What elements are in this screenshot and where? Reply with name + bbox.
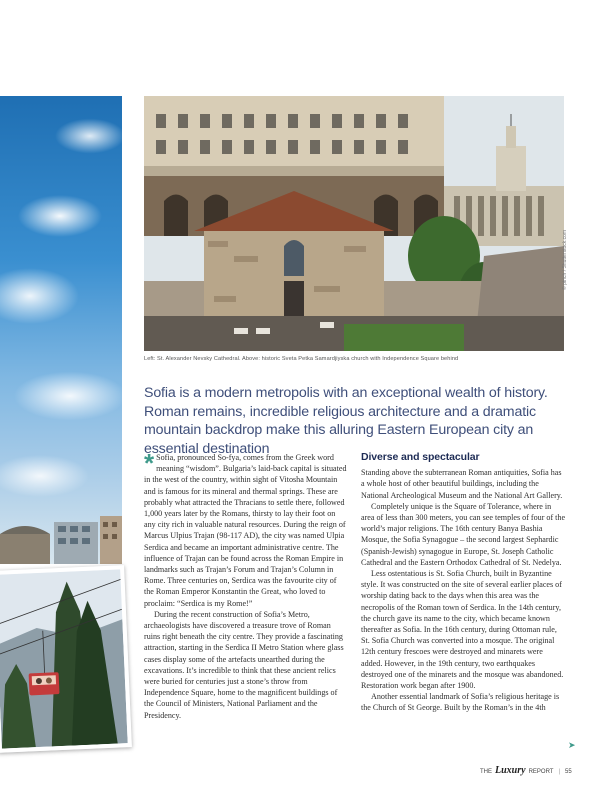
section-subheading: Diverse and spectacular bbox=[361, 451, 480, 463]
article-column-right bbox=[361, 452, 566, 714]
asterisk-drop-mark: * bbox=[144, 448, 155, 478]
main-photo bbox=[144, 96, 564, 351]
photo-credit: © ptrich / Shutterstock.com bbox=[562, 229, 568, 290]
article-column-left bbox=[144, 448, 348, 721]
footer-separator: | bbox=[558, 769, 561, 775]
footer-the: THE bbox=[480, 769, 492, 775]
photo-caption: Left: St. Alexander Nevsky Cathedral. Above: historic Sveta Petka Samardjiyska church with Independence Square behind bbox=[144, 356, 459, 362]
footer-report: REPORT bbox=[528, 769, 554, 775]
cable-car-illustration bbox=[0, 569, 128, 748]
cityscape-illustration bbox=[0, 512, 122, 564]
church-square-illustration bbox=[144, 96, 564, 351]
page-footer bbox=[480, 765, 572, 776]
body-paragraph: Standing above the subterranean Roman antiquities, Sofia has a whole host of other beautiful buildings, including the National Archeological Museum and the National Art Gallery. bbox=[361, 468, 563, 500]
body-paragraph: During the recent construction of Sofia’s Metro, archaeologists have discovered a treasure trove of Roman ruins right beneath the city centre. They provide a fascinating attraction, starting in the Serdica II Metro Station where glass cases display some of the artefacts unearthed during the excavations. It’s incredible to think that these ancient relics were buried for centuries just a stone’s throw from Independence Square, home to the magnificent buildings of the Council of Ministers, National Parliament and the Presidency. bbox=[144, 609, 344, 720]
footer-brand: Luxury bbox=[495, 765, 526, 776]
page-number: 55 bbox=[565, 769, 572, 775]
body-paragraph: Completely unique is the Square of Tolerance, where in area of less than 300 meters, you can see temples of four of the world’s major religions. The 16th century Banya Bashia Mosque, the Sofia Synagogue – the second largest Sephardic (Spanish-Jewish) synagogue in Europe, St. Joseph Catholic Cathedral and the Eastern Orthodox Cathedral of St. Nedelya. bbox=[361, 501, 566, 567]
lede-paragraph: Sofia is a modern metropolis with an exceptional wealth of history. Roman remains, incredible religious architecture and a dramatic mountain backdrop make this alluring Eastern European city an essential destination bbox=[144, 385, 548, 457]
cable-car-photo bbox=[0, 565, 132, 753]
sky-photo bbox=[0, 96, 122, 564]
body-paragraph: Sofia, pronounced So-fya, comes from the Greek word meaning “wisdom”. Bulgaria’s laid-back capital is situated in the west of the country, within sight of Vitosha Mountain and is famous for its mineral and thermal springs. These are probably what attracted the Thracians to settle there, followed 1,000 years later by the Romans, thirsty to lay their foot on any city rich in valuable natural resources. During the reign of Marcus Ulpius Trajan (98-117 AD), the city was named Ulpia Serdica and became an important administrative centre. The influence of Trajan can be found across the Roman Empire in landmarks such as Trajan’s Forum and Trajan’s Column in Rome. Three centuries on, Serdica was the favourite city of the Roman Emperor Konstantin the Great, who loved to proclaim: “Serdica is my Rome!” bbox=[144, 453, 347, 608]
body-paragraph: Another essential landmark of Sofia’s religious heritage is the Church of St George. Built by the Roman’s in the 4th bbox=[361, 692, 560, 713]
body-paragraph: Less ostentatious is St. Sofia Church, built in Byzantine style. It was constructed on the site of several earlier places of worship dating back to the days when this area was the necropolis of the Roman town of Serdica. In the 14th century, the church gave its name to the city, which became known thereafter as Sofia. In the 16th century, during Ottoman rule, St. Sofia Church was converted into a mosque. The original 12th century frescoes were destroyed and minarets were added. However, in the 19th century, two earthquakes destroyed one of the minarets and the mosque was abandoned. Restoration work began after 1900. bbox=[361, 569, 564, 691]
continue-arrow-icon: ➤ bbox=[568, 741, 576, 751]
